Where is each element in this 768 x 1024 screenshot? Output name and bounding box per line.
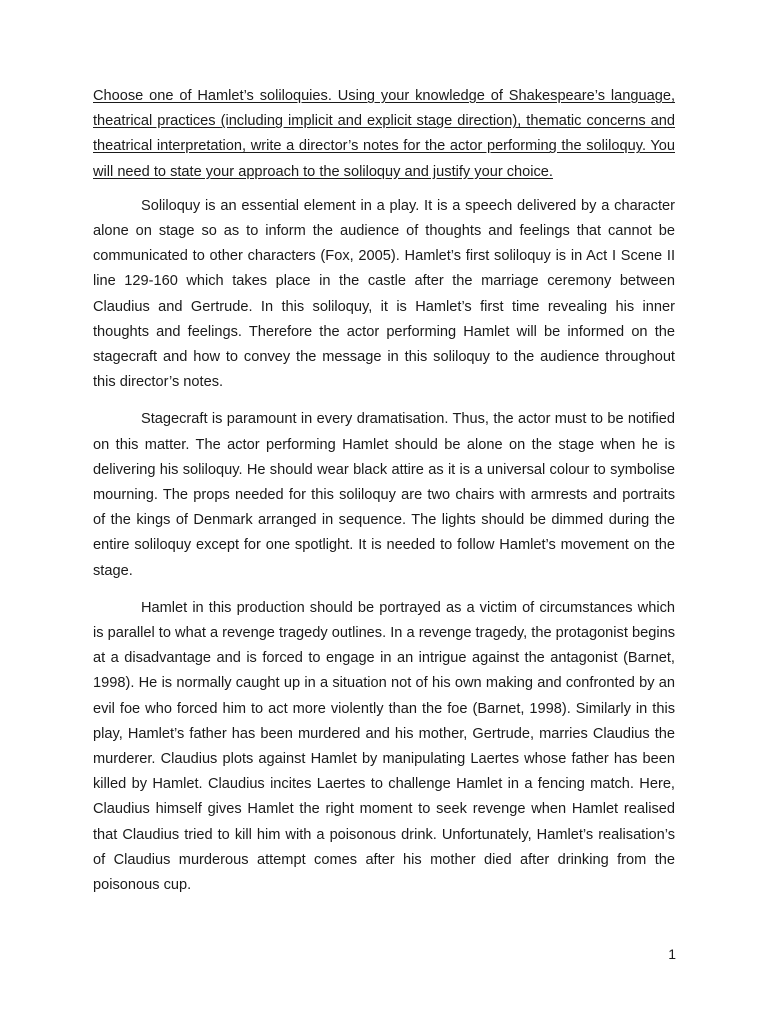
paragraph-stagecraft: Stagecraft is paramount in every dramatisation. Thus, the actor must to be notified on this matter. The actor performing Hamlet should be alone on the stage when he is delivering his soliloquy. He should wear black attire as it is a universal colour to symbolise mourning. The props needed for this soliloquy are two chairs with armrests and portraits of the kings of Denmark arranged in sequence. The lights should be dimmed during the entire soliloquy except for one spotlight. It is needed to follow Hamlet’s movement on the stage. <box>93 411 675 579</box>
page-number: 1 <box>668 946 676 962</box>
paragraph-revenge-tragedy: Hamlet in this production should be portrayed as a victim of circumstances which is parallel to what a revenge tragedy outlines. In a revenge tragedy, the protagonist begins at a disadvantage and is forced to engage in an intrigue against the antagonist (Barnet, 1998). He is normally caught up in a situation not of his own making and confronted by an evil foe who forced him to act more violently than the foe (Barnet, 1998). Similarly in this play, Hamlet’s father has been murdered and his mother, Gertrude, marries Claudius the murderer. Claudius plots against Hamlet by manipulating Laertes whose father has been killed by Hamlet. Claudius incites Laertes to challenge Hamlet in a fencing match. Here, Claudius himself gives Hamlet the right moment to seek revenge when Hamlet realised that Claudius tried to kill him with a poisonous drink. Unfortunately, Hamlet’s realisation’s of Claudius murderous attempt comes after his mother died after drinking from the poisonous cup. <box>93 599 675 894</box>
essay-question: Choose one of Hamlet’s soliloquies. Using your knowledge of Shakespeare’s language, theatrical practices (including implicit and explicit stage direction), thematic concerns and theatrical interpretation, write a director’s notes for the actor performing the soliloquy. You will need to state your approach to the soliloquy and justify your choice. <box>93 88 675 180</box>
paragraph-soliloquy-definition: Soliloquy is an essential element in a play. It is a speech delivered by a character alone on stage so as to inform the audience of thoughts and feelings that cannot be communicated to other characters (Fox, 2005). Hamlet’s first soliloquy is in Act I Scene II line 129-160 which takes place in the castle after the marriage ceremony between Claudius and Gertrude. In this soliloquy, it is Hamlet’s first time revealing his inner thoughts and feelings. Therefore the actor performing Hamlet will be informed on the stagecraft and how to convey the message in this soliloquy to the audience throughout this director’s notes. <box>93 197 675 391</box>
document-body <box>93 84 675 910</box>
